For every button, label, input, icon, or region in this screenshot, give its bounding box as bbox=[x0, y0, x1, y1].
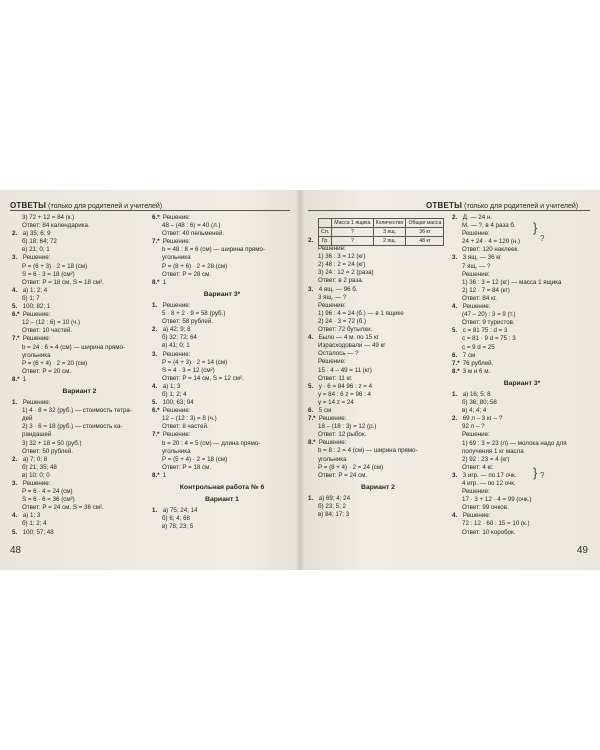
item-number: 1. bbox=[152, 301, 158, 309]
answer-line: 1) 69 : 3 = 23 (л) — молока надо для bbox=[462, 439, 567, 447]
item-number: 5. bbox=[452, 327, 458, 335]
answer-line: 72 : 12 · 60 : 15 = 10 (к.) bbox=[462, 520, 530, 528]
answer-line: Израсходовали — 49 кг bbox=[318, 342, 386, 350]
item-number: 1. bbox=[152, 507, 158, 515]
answer-line: 2. Д. — 24 н. bbox=[452, 214, 492, 221]
item-number: 5. bbox=[152, 399, 158, 407]
answer-line: 5. 100; 63; 94 bbox=[152, 399, 194, 407]
item-number: 4. bbox=[12, 286, 18, 294]
answer-line: 3) 32 + 18 = 50 (руб.) bbox=[22, 439, 82, 447]
item-number: 2. bbox=[12, 230, 18, 238]
item-number: 8.* bbox=[452, 367, 460, 375]
item-number: 8.* bbox=[12, 375, 20, 383]
item-number: 3. bbox=[152, 350, 158, 358]
answer-line: 1) 36 : 3 = 12 (кг) bbox=[318, 253, 366, 261]
answer-line: 7.* Решение: bbox=[152, 431, 191, 439]
book-gutter bbox=[296, 190, 304, 570]
answer-line: 5. 100; 57; 48 bbox=[12, 528, 54, 536]
left-column-2 bbox=[152, 214, 292, 531]
right-column-2 bbox=[452, 214, 592, 537]
table-row bbox=[319, 228, 444, 237]
answer-line: Ответ: 58 рублей. bbox=[162, 318, 214, 326]
section-heading: Вариант 3* bbox=[203, 290, 241, 298]
question-mark-icon: ? bbox=[540, 471, 545, 480]
answer-line: 2) 3 · 6 = 18 (руб.) — стоимость ка- bbox=[22, 423, 123, 431]
answer-line: b = 48 : 8 = 6 (см) — ширина прямо- bbox=[162, 246, 266, 254]
section-heading: Вариант 2 bbox=[62, 387, 97, 395]
answer-line: в) 78; 23; 5 bbox=[162, 523, 194, 531]
answer-line: 8.* 1 bbox=[12, 375, 27, 383]
answer-line: 18 – (18 : 3) = 12 (р.) bbox=[318, 423, 377, 431]
item-number: 3. bbox=[12, 254, 18, 262]
table-cell: ? bbox=[332, 237, 373, 246]
answer-line: б) 36; 80; 58 bbox=[462, 399, 497, 407]
right-header-rule bbox=[308, 210, 590, 211]
item-number: 4. bbox=[152, 382, 158, 390]
section-heading: Контрольная работа № 6 bbox=[179, 484, 265, 491]
answer-line: Ответ: 10 коробок. bbox=[462, 528, 516, 536]
answer-line: в) 10; 0; 0 bbox=[22, 471, 50, 479]
table-cell: Гр. bbox=[319, 237, 332, 246]
answer-line: 24 + 24 · 4 = 120 (н.) bbox=[462, 238, 521, 246]
table-cell: ? bbox=[332, 228, 373, 237]
answer-line: Ответ: 11 кг. bbox=[318, 374, 353, 382]
answer-line: Решение: bbox=[318, 301, 346, 309]
answer-line: дей bbox=[22, 415, 33, 423]
answer-line: б) 32; 72; 64 bbox=[162, 334, 197, 342]
answer-line: Решение: bbox=[462, 230, 490, 238]
answer-line: 3. Решение: bbox=[12, 480, 51, 487]
item-number: 3. bbox=[12, 480, 18, 487]
answer-line: Ответ: 40 пельменей. bbox=[162, 230, 225, 238]
answer-line: P = 6 · 4 = 24 (см) bbox=[22, 488, 73, 496]
answer-line: Ответ: 9 туристов. bbox=[462, 319, 515, 327]
answer-line: угольника bbox=[318, 455, 347, 463]
item-number: 3. bbox=[452, 471, 458, 479]
answer-line: P = (5 + 4) · 2 = 18 (см) bbox=[162, 455, 228, 463]
question-mark-icon: ? bbox=[540, 234, 545, 243]
item-number: 4. bbox=[452, 512, 458, 520]
item-number: 1. bbox=[308, 494, 314, 502]
answer-line: у = 84 : 6 z = 96 : 4 bbox=[318, 390, 371, 398]
answer-line: b = 8 : 2 = 4 (см) — ширина прямо- bbox=[318, 447, 418, 455]
answer-line: Ответ: P = 18 см. bbox=[162, 463, 212, 471]
answer-line: 5. 100; 82; 1 bbox=[12, 303, 51, 311]
right-page-header bbox=[426, 201, 578, 210]
answer-line: 7.* Решение: bbox=[308, 415, 347, 423]
answer-line: 1) 36 : 3 = 12 (кг) — масса 1 ящика bbox=[462, 278, 562, 286]
answer-line: 3) 72 + 12 = 84 (к.) bbox=[22, 214, 75, 221]
answer-line: P = (6 + 4) · 2 = 20 (см) bbox=[22, 359, 88, 367]
answer-line: 7.* 76 рублей. bbox=[452, 359, 494, 367]
header-title: ОТВЕТЫ bbox=[10, 201, 47, 210]
page-number-left: 48 bbox=[10, 545, 22, 556]
answer-line: Ответ: 84 календарика. bbox=[22, 222, 90, 230]
answer-line: P = (8 + 4) · 2 = 24 (см) bbox=[318, 463, 384, 471]
answer-line: 3. 4 ящ. — 96 б. bbox=[308, 285, 358, 293]
left-column-1 bbox=[12, 214, 147, 537]
answer-line: Ответ: 10 частей. bbox=[22, 327, 73, 335]
answer-line: Ответ: 4 кг. bbox=[462, 463, 494, 471]
item-number: 2. bbox=[452, 415, 458, 423]
answer-line: б) 6; 4; 68 bbox=[162, 515, 190, 523]
answer-line: Ответ: 8 частей. bbox=[162, 423, 209, 431]
answer-line: P = (4 + 3) · 2 = 14 (см) bbox=[162, 358, 228, 366]
table-header-cell: Масса 1 ящика bbox=[332, 219, 373, 228]
table-header-cell: Общая масса bbox=[406, 219, 444, 228]
page-number-right: 49 bbox=[576, 545, 588, 556]
answer-line: S = 6 · 3 = 18 (см²) bbox=[22, 270, 75, 278]
answer-line: 12 – (12 : 6) = 10 (ч.) bbox=[22, 319, 81, 327]
answer-line: 5. c = 81 75 : d = 3 bbox=[452, 327, 508, 335]
answer-line: угольника bbox=[162, 254, 191, 262]
answer-line: Ответ: в 2 раза. bbox=[318, 277, 364, 285]
answer-line: 92 л – ? bbox=[462, 423, 485, 431]
answer-line: 1) 4 · 8 = 32 (руб.) — стоимость тетра- bbox=[22, 407, 132, 415]
answer-line: в) 21; 0; 1 bbox=[22, 246, 50, 254]
item-number: 7.* bbox=[452, 359, 460, 367]
answer-line: 8.* 3 м и 6 м. bbox=[452, 367, 491, 375]
item-number: 4. bbox=[308, 334, 314, 342]
answer-line: 8.* 1 bbox=[152, 471, 167, 479]
item-number: 2. bbox=[152, 326, 158, 334]
answer-line: Ответ: 120 наклеек. bbox=[462, 246, 519, 254]
section-heading: Вариант 1 bbox=[205, 496, 239, 504]
answer-line: б) 18; 64; 72 bbox=[22, 238, 57, 246]
answer-line: Ответ: 99 очков. bbox=[462, 504, 509, 512]
left-page bbox=[0, 190, 300, 570]
answer-line: б) 23; 5; 2 bbox=[318, 503, 346, 510]
item-number: 5. bbox=[12, 303, 18, 311]
item-number: 1. bbox=[12, 399, 18, 407]
answer-line: 48 – (48 : 6) = 40 (л.) bbox=[162, 222, 221, 230]
answer-line: 4. Решение: bbox=[452, 512, 491, 520]
answer-line: 2. 69 л – 3 кг – ? bbox=[452, 415, 503, 423]
answer-line: Ответ: 84 кг. bbox=[462, 294, 497, 302]
answer-line: 1. Решение: bbox=[152, 301, 191, 309]
answer-line bbox=[308, 237, 448, 245]
item-number: 7.* bbox=[152, 238, 160, 246]
item-number: 6. bbox=[308, 406, 314, 414]
table-cell: Сл. bbox=[319, 228, 332, 237]
answer-line: б) 1; 2; 4 bbox=[22, 520, 47, 528]
answer-line: c = 9 d = 25 bbox=[462, 343, 495, 351]
answer-line: 2. а) 7; 0; 8 bbox=[12, 455, 48, 463]
item-number: 5. bbox=[12, 528, 18, 536]
item-number: 2. bbox=[12, 455, 18, 463]
answer-line: (47 – 20) : 3 = 9 (т.) bbox=[462, 311, 516, 319]
answer-line: Ответ: P = 24 см. bbox=[318, 471, 368, 479]
answer-line: 2) 48 : 2 = 24 (кг) bbox=[318, 261, 366, 269]
table-cell: 48 кг bbox=[406, 237, 444, 246]
item-number: 1. bbox=[452, 390, 458, 398]
answer-line: Решение: bbox=[462, 431, 490, 439]
answer-line: б) 1; 7 bbox=[22, 294, 40, 302]
answer-line: Ответ: 50 рублей. bbox=[22, 447, 74, 455]
answer-line: 17 · 3 + 12 · 4 = 99 (очк.) bbox=[462, 496, 532, 504]
answer-line: 1. а) 16; 5; 8 bbox=[452, 390, 491, 398]
answer-line: Решение: bbox=[462, 488, 490, 496]
item-number: 6. bbox=[452, 351, 458, 359]
item-number: 6.* bbox=[152, 407, 160, 415]
answer-line: 2) 24 · 3 = 72 (б.) bbox=[318, 317, 367, 325]
item-number: 2. bbox=[308, 237, 314, 244]
answer-line: 5 · 8 + 2 · 9 = 58 (руб.) bbox=[162, 310, 226, 318]
answer-line: Ответ: 72 бутылки. bbox=[318, 326, 373, 334]
answer-line: угольника bbox=[162, 447, 191, 455]
answer-line: угольника bbox=[22, 351, 51, 359]
answer-line: 3. 3 игр. — по 17 очк. bbox=[452, 471, 517, 479]
brace-icon: } bbox=[533, 465, 538, 480]
answer-line: 3. Решение: bbox=[152, 350, 191, 358]
answer-line: в) 41; 0; 1 bbox=[162, 342, 190, 350]
table-cell: 2 ящ. bbox=[373, 237, 406, 246]
answer-line: 1. а) 75; 24; 14 bbox=[152, 507, 198, 515]
answer-line: 12 – (12 : 3) = 8 (ч.) bbox=[162, 415, 217, 423]
section-heading: Вариант 2 bbox=[361, 483, 395, 491]
item-number: 6.* bbox=[12, 311, 20, 319]
answer-line: P = (6 + 3) · 2 = 18 (см) bbox=[22, 262, 88, 270]
answer-line: 7.* Решение: bbox=[152, 238, 191, 246]
answer-line: 2) 92 : 23 = 4 (кг) bbox=[462, 455, 510, 463]
answer-line: 4. а) 1; 3 bbox=[12, 512, 41, 520]
answer-line: 4. Решение: bbox=[452, 303, 491, 311]
item-number: 6.* bbox=[152, 214, 160, 221]
answer-line: 5. у · 6 = 84 96 : z = 4 bbox=[308, 382, 373, 390]
header-title: ОТВЕТЫ bbox=[426, 201, 463, 210]
right-column-1 bbox=[308, 237, 448, 519]
answer-line: 4 игр. — по 12 очк. bbox=[462, 480, 516, 487]
answer-line: 2. а) 35; 6; 9 bbox=[12, 230, 51, 238]
answer-line: 6. 7 см bbox=[452, 351, 476, 359]
answer-line: Решение: bbox=[462, 270, 490, 278]
answer-line: S = 6 · 6 = 36 (см²) bbox=[22, 496, 75, 504]
item-number: 8.* bbox=[308, 439, 316, 447]
answer-line: б) 1; 2; 4 bbox=[162, 390, 187, 398]
brace-icon: } bbox=[533, 220, 538, 235]
answer-line: 1. Решение: bbox=[12, 399, 51, 407]
answer-line: получения 1 кг масла bbox=[462, 447, 524, 455]
answer-line: 8.* 1 bbox=[152, 278, 167, 286]
answer-line: Осталось — ? bbox=[318, 350, 359, 358]
item-number: 4. bbox=[452, 303, 458, 311]
item-number: 8.* bbox=[152, 471, 160, 479]
answer-line: 3 ящ. — ? bbox=[318, 293, 347, 301]
answer-line: Решение: bbox=[318, 358, 346, 366]
right-page bbox=[300, 190, 600, 570]
answer-line: Ответ: P = 18 см, S = 18 см². bbox=[22, 278, 104, 286]
item-number: 7.* bbox=[152, 431, 160, 439]
answer-line: Ответ: 12 рыбок. bbox=[318, 431, 367, 439]
item-number: 7.* bbox=[12, 335, 20, 343]
answer-line: S = 4 · 3 = 12 (см²) bbox=[162, 366, 215, 374]
item-number: 8.* bbox=[152, 278, 160, 286]
answer-line: 4. Было — 4 м. по 15 кг bbox=[308, 334, 379, 342]
left-header-rule bbox=[10, 210, 290, 211]
item-number: 3. bbox=[308, 285, 314, 293]
answer-line: 6.* Решение: bbox=[12, 311, 51, 319]
item-number: 2. bbox=[452, 214, 458, 221]
table-cell: 36 кг bbox=[406, 228, 444, 237]
book-spread bbox=[0, 190, 600, 570]
table-cell: 3 ящ. bbox=[373, 228, 406, 237]
answer-line: Ответ: P = 28 см. bbox=[162, 270, 212, 278]
answer-line: Ответ: P = 20 см. bbox=[22, 367, 72, 375]
answer-line: 7 ящ. — ? bbox=[462, 262, 491, 270]
answer-line: 2) 12 · 7 = 84 (кг) bbox=[462, 286, 510, 294]
left-page-header bbox=[10, 201, 162, 210]
answer-line: 15 · 4 – 49 = 11 (кг) bbox=[318, 366, 372, 374]
answer-line: 6.* Решение: bbox=[152, 407, 191, 415]
answer-line: 7.* Решение: bbox=[12, 335, 51, 343]
answer-line: b = 24 : 6 = 4 (см) — ширина прямо- bbox=[22, 343, 126, 351]
section-heading: Вариант 3* bbox=[503, 379, 541, 387]
answer-line: b = 20 : 4 = 5 (см) — длина прямо- bbox=[162, 439, 261, 447]
item-number: 5. bbox=[308, 382, 314, 390]
item-number: 4. bbox=[12, 512, 18, 520]
item-number: 7.* bbox=[308, 415, 316, 423]
answer-line: Ответ: P = 24 см, S = 36 см². bbox=[22, 504, 104, 512]
answer-line: рандашей bbox=[22, 431, 52, 439]
table-header-cell: Количество bbox=[373, 219, 406, 228]
answer-line: 1. а) 69; 4; 24 bbox=[308, 494, 351, 502]
answer-line: в) 4; 4; 4 bbox=[462, 407, 487, 415]
item-number: 3. bbox=[452, 254, 458, 262]
answer-line: 6.* Решение: bbox=[152, 214, 191, 221]
table-header-cell bbox=[319, 219, 332, 228]
answer-line: 8.* Решение: bbox=[308, 439, 347, 447]
answer-line: P = (8 + 6) · 2 = 28 (см) bbox=[162, 262, 228, 270]
answer-line: 4. а) 1; 2; 4 bbox=[12, 286, 48, 294]
answer-line: М. — ?, в 4 раза б. bbox=[462, 222, 516, 230]
answer-line: Ответ: P = 14 см, S = 12 см². bbox=[162, 374, 244, 382]
header-subtitle: (только для родителей и учителей) bbox=[464, 203, 579, 210]
answer-line: 6. 5 см bbox=[308, 406, 332, 414]
header-subtitle: (только для родителей и учителей) bbox=[48, 203, 163, 210]
answer-line: в) 84; 17; 3 bbox=[318, 511, 350, 519]
answer-line: 3. Решение: bbox=[12, 254, 51, 262]
answer-line: у = 14 z = 24 bbox=[318, 398, 354, 406]
answer-line: б) 21; 35; 48 bbox=[22, 463, 57, 471]
answer-line: Решение: bbox=[318, 245, 346, 253]
answer-line: 3) 24 : 12 = 2 (раза) bbox=[318, 269, 374, 277]
answer-line: 3. 3 ящ. — 36 кг bbox=[452, 254, 502, 262]
answer-line: 1) 96 : 4 = 24 (б.) — в 1 ящике bbox=[318, 309, 404, 317]
answer-line: 4. а) 1; 3 bbox=[152, 382, 181, 390]
answer-line: 2. а) 42; 9; 8 bbox=[152, 326, 191, 334]
answer-line: c = 81 · 9 d = 75 : 3 bbox=[462, 335, 516, 343]
